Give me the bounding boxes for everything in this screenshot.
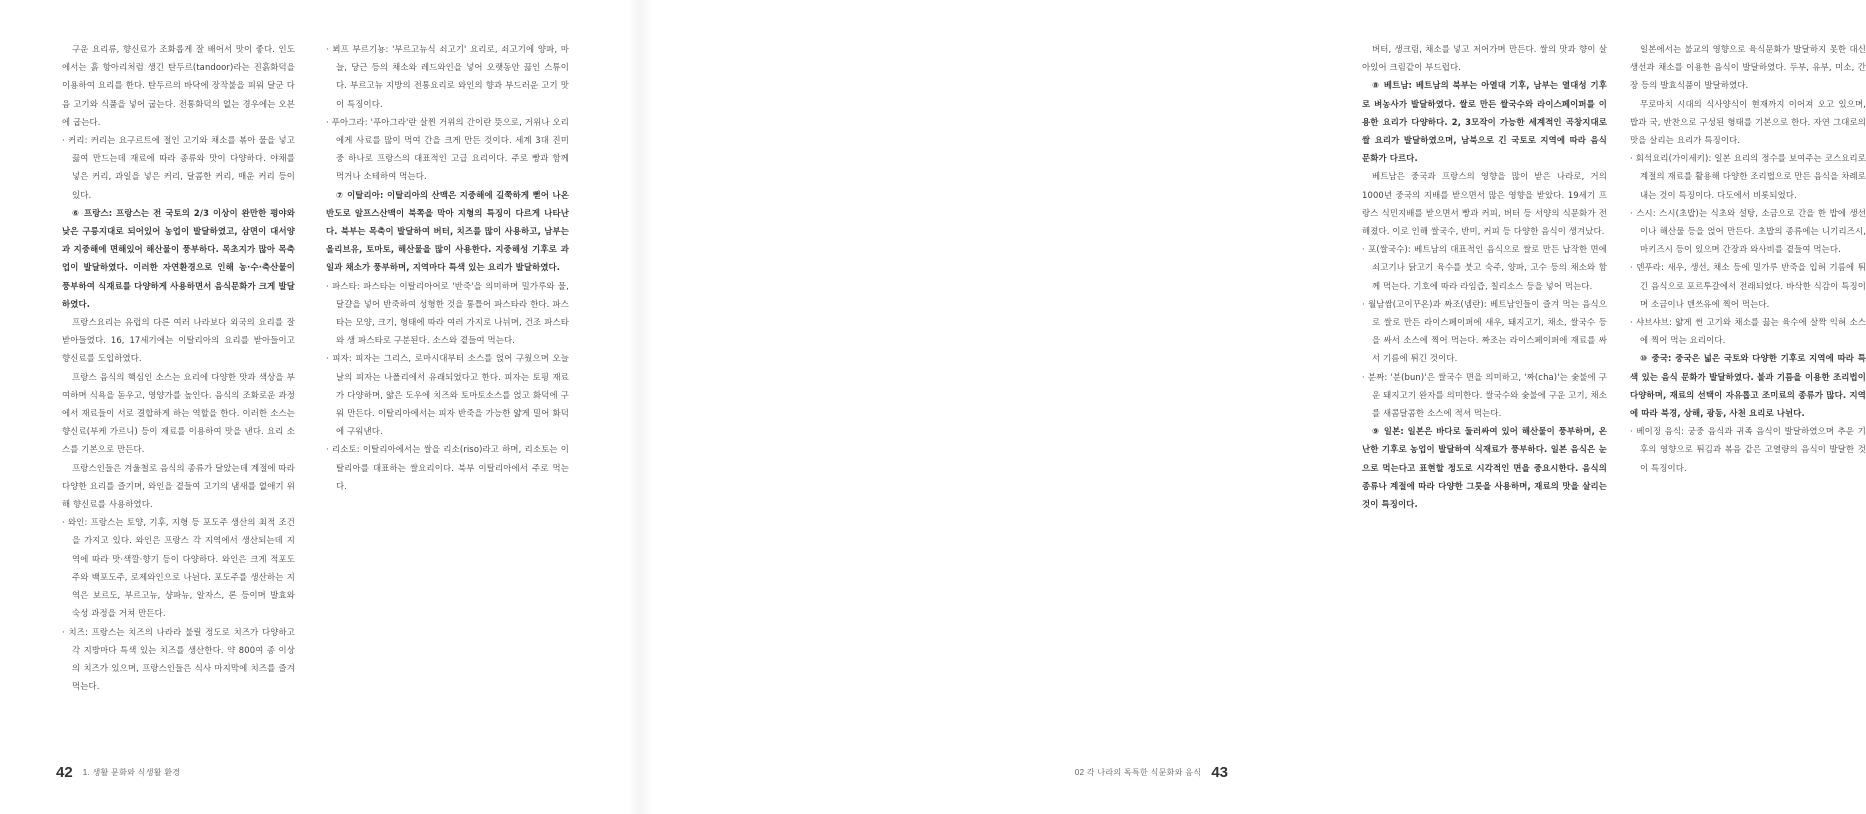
running-head-left: 1. 생활 문화와 식생활 환경 [82,767,181,777]
body-paragraph: 프랑스 음식의 핵심인 소스는 요리에 다양한 맛과 색상을 부여하며 식욕을 돋우고, 영양가를 높인다. 음식의 조화로운 과정에서 재료들이 서로 결합하게 하는 역할을 한다. 이러한 소스는 향신료(부케 가르니) 등이 재료를 이용하여 맛을 낸다. 요리 소스를 기본으로 만든다. [62,371,295,455]
bullet-paragraph: · 피자: 피자는 그리스, 로마시대부터 소스를 얹어 구웠으며 오늘날의 피자는 나폴리에서 유래되었다고 한다. 피자는 토핑 재료가 다양하며, 얇은 도우에 치즈와 토마토소스를 얹고 화덕에 구워 만든다. 이탈리아에서는 피자 반죽을 가능한 얇게 밀어 화덕에 구워낸다. [326,353,569,437]
bullet-paragraph: · 뵈프 부르기뇽: '부르고뉴식 쇠고기' 요리로, 쇠고기에 양파, 마늘, 당근 등의 채소와 레드와인을 넣어 오랫동안 끓인 스튜이다. 부르고뉴 지방의 전통요리로 와인의 향과 부드러운 고기 맛이 특징이다. [326,44,569,109]
body-paragraph: 구운 요리류, 향신료가 조화롭게 잘 배어서 맛이 좋다. 인도에서는 흙 항아리처럼 생긴 탄두르(tandoor)라는 진흙화덕을 이용하여 요리를 한다. 탄두르의 바닥에 장작불을 피워 달군 다음 고기와 식품을 넣어 굽는다. 전통화덕의 없는 경우에는 오븐에 굽는다. [62,44,295,127]
body-paragraph: 버터, 생크림, 채소를 넣고 저어가며 만든다. 쌀의 맛과 향이 살아있어 크림같이 부드럽다. [1362,44,1607,73]
bullet-paragraph: · 파스타: 파스타는 이탈리아어로 '반죽'을 의미하며 밀가루와 물, 달걀을 넣어 반죽하여 성형한 것을 통틀어 파스타라 한다. 파스타는 모양, 크기, 형태에 따라 여러 가지로 나뉘며, 건조 파스타와 생 파스타로 구분된다. 소스와 곁들여 먹는다. [326,280,569,346]
body-paragraph: 베트남은 중국과 프랑스의 영향을 많이 받은 나라로, 거의 1000년 중국의 지배를 받으면서 많은 영향을 받았다. 19세기 프랑스 식민지배를 받으면서 빵과 커피, 버터 등 서양의 식문화가 전해졌다. 이로 인해 쌀국수, 반미, 커피 등 다양한 음식이 생겨났다. [1362,171,1607,237]
bullet-paragraph: · 샤브샤브: 얇게 썬 고기와 채소를 끓는 육수에 살짝 익혀 소스에 찍어 먹는 요리이다. [1630,317,1866,346]
section-heading-paragraph: ⑨ 일본: 일본은 바다로 둘러싸여 있어 해산물이 풍부하며, 온난한 기후로 농업이 발달하여 식재료가 풍부하다. 일본 음식은 눈으로 먹는다고 표현할 정도로 시각적인 면을 중요시한다. 음식의 종류나 계절에 따라 다양한 그릇을 사용하며, 재료의 맛을 살리는 것이 특징이다. [1362,426,1607,510]
right-page [640,0,1866,814]
left-page [0,0,640,814]
body-paragraph: 프랑스인들은 겨울철로 음식의 종류가 달았는데 계절에 따라 다양한 요리를 즐기며, 와인을 곁들여 고기의 냄새를 없애기 위해 향신료를 사용하였다. [62,462,295,510]
section-heading-paragraph: ⑥ 프랑스: 프랑스는 전 국토의 2/3 이상이 완만한 평야와 낮은 구릉지대로 되어있어 농업이 발달하였고, 삼면이 대서양과 지중해에 면해있어 해산물이 풍부하다. 목초지가 많아 목축업이 발달하였다. 이러한 자연환경으로 인해 농·수·축산물이 풍부하여 식재료를 다양하게 사용하면서 음식문화가 크게 발달하였다. [62,207,295,309]
right-page-footer [1075,760,1228,784]
bullet-paragraph: · 푸아그라: '푸아그라'란 살찐 거위의 간이란 뜻으로, 거위나 오리에게 사료를 많이 먹여 간을 크게 만든 것이다. 세계 3대 진미 중 하나로 프랑스의 대표적인 고급 요리이다. 주로 빵과 함께 먹거나 소테하여 먹는다. [326,116,569,182]
bullet-paragraph: · 베이징 음식: 궁중 음식과 귀족 음식이 발달하였으며 추운 기후의 영향으로 튀김과 볶음 같은 고열량의 음식이 발달한 것이 특징이다. [1630,426,1866,473]
bullet-paragraph: · 분짜: '분(bun)'은 쌀국수 면을 의미하고, '짜(cha)'는 숯불에 구운 돼지고기 완자를 의미한다. 쌀국수와 숯불에 구운 고기, 채소를 새콤달콤한 소스에 적셔 먹는다. [1362,371,1607,419]
bullet-paragraph: · 월남쌈(고이꾸온)과 짜조(넴란): 베트남인들이 즐겨 먹는 음식으로 쌀로 만든 라이스페이퍼에 새우, 돼지고기, 채소, 쌀국수 등을 싸서 소스에 찍어 먹는다. 짜조는 라이스페이퍼에 재료를 싸서 기름에 튀긴 것이다. [1362,298,1607,364]
left-column-2 [326,40,569,730]
bullet-paragraph: · 리소토: 이탈리아에서는 쌀을 리소(riso)라고 하며, 리소토는 이탈리아를 대표하는 쌀요리이다. 북부 이탈리아에서 주로 먹는다. [326,444,569,491]
left-page-footer [56,760,180,784]
body-paragraph: 프랑스요리는 유럽의 다른 여러 나라보다 외국의 요리를 잘 받아들였다. 16, 17세기에는 이탈리아의 요리를 받아들이고 향신료를 도입하였다. [62,317,295,364]
bullet-paragraph: · 포(쌀국수): 베트남의 대표적인 음식으로 쌀로 만든 납작한 면에 쇠고기나 닭고기 육수를 붓고 숙주, 양파, 고수 등의 채소와 함께 먹는다. 기호에 따라 라임즙, 칠리소스 등을 넣어 먹는다. [1362,244,1607,291]
bullet-paragraph: · 치즈: 프랑스는 치즈의 나라라 불릴 정도로 치즈가 다양하고 각 지방마다 특색 있는 치즈를 생산한다. 약 800여 종 이상의 치즈가 있으며, 프랑스인들은 식사 마지막에 치즈를 즐겨 먹는다. [62,626,295,692]
right-column-1 [1362,40,1607,730]
body-paragraph: 일본에서는 불교의 영향으로 육식문화가 발달하지 못한 대신 생선과 채소를 이용한 음식이 발달하였다. 두부, 유부, 미소, 간장 등의 발효식품이 발달하였다. [1630,44,1866,91]
bullet-paragraph: · 스시: 스시(초밥)는 식초와 설탕, 소금으로 간을 한 밥에 생선이나 해산물 등을 얹어 만든다. 초밥의 종류에는 니기리즈시, 마키즈시 등이 있으며 간장과 와사비를 곁들여 먹는다. [1630,207,1866,255]
section-heading-paragraph: ⑦ 이탈리아: 이탈리아의 산맥은 지중해에 길쭉하게 뻗어 나온 반도로 알프스산맥이 북쪽을 막아 지형의 특징이 다르게 나타난다. 북부는 목축이 발달하여 버터, 치즈를 많이 사용하고, 남부는 올리브유, 토마토, 해산물을 많이 사용한다. 지중해성 기후로 과일과 채소가 풍부하며, 지역마다 특색 있는 요리가 발달하였다. [326,189,569,273]
left-column-1 [62,40,295,730]
bullet-paragraph: · 와인: 프랑스는 토양, 기후, 지형 등 포도주 생산의 최적 조건을 가지고 있다. 와인은 프랑스 각 지역에서 생산되는데 지역에 따라 맛·색깔·향기 등이 다양하다. 와인은 크게 적포도주와 백포도주, 로제와인으로 나뉜다. 포도주를 생산하는 지역은 보르도, 부르고뉴, 샹파뉴, 알자스, 론 등이며 발효와 숙성 과정을 거쳐 만든다. [62,517,295,619]
bullet-paragraph: · 커리: 커리는 요구르트에 절인 고기와 채소를 볶아 물을 넣고 끓여 만드는데 재료에 따라 종류와 맛이 다양하다. 야채를 넣은 커리, 과일을 넣은 커리, 달콤한 커리, 매운 커리 등이 있다. [62,135,295,200]
body-paragraph: 무로마치 시대의 식사양식이 현재까지 이어져 오고 있으며, 밥과 국, 반찬으로 구성된 형태를 기본으로 한다. 자연 그대로의 맛을 살리는 요리가 특징이다. [1630,98,1866,146]
bullet-paragraph: · 덴푸라: 새우, 생선, 채소 등에 밀가루 반죽을 입혀 기름에 튀긴 음식으로 포르투갈에서 전래되었다. 바삭한 식감이 특징이며 소금이나 덴쓰유에 찍어 먹는다. [1630,262,1866,309]
page-number-right: 43 [1211,763,1228,781]
bullet-paragraph: · 회석요리(가이세키): 일본 요리의 정수를 보여주는 코스요리로 계절의 재료를 활용해 다양한 조리법으로 만든 음식을 차례로 내는 것이 특징이다. 다도에서 비롯되었다. [1630,153,1866,200]
running-head-right: 02 각 나라의 독특한 식문화와 음식 [1074,767,1202,777]
right-column-2 [1630,40,1866,730]
section-heading-paragraph: ⑧ 베트남: 베트남의 북부는 아열대 기후, 남부는 열대성 기후로 벼농사가 발달하였다. 쌀로 만든 쌀국수와 라이스페이퍼를 이용한 요리가 다양하다. 2, 3모작이 가능한 세계적인 곡창지대로 쌀 요리가 발달하였으며, 남북으로 긴 국토로 지역에 따라 음식 문화가 다르다. [1362,80,1607,164]
page-number-left: 42 [56,763,73,781]
section-heading-paragraph: ⑩ 중국: 중국은 넓은 국토와 다양한 기후로 지역에 따라 특색 있는 음식 문화가 발달하였다. 불과 기름을 이용한 조리법이 다양하며, 재료의 선택이 자유롭고 조미료의 종류가 많다. 지역에 따라 북경, 상해, 광동, 사천 요리로 나뉜다. [1630,353,1866,419]
